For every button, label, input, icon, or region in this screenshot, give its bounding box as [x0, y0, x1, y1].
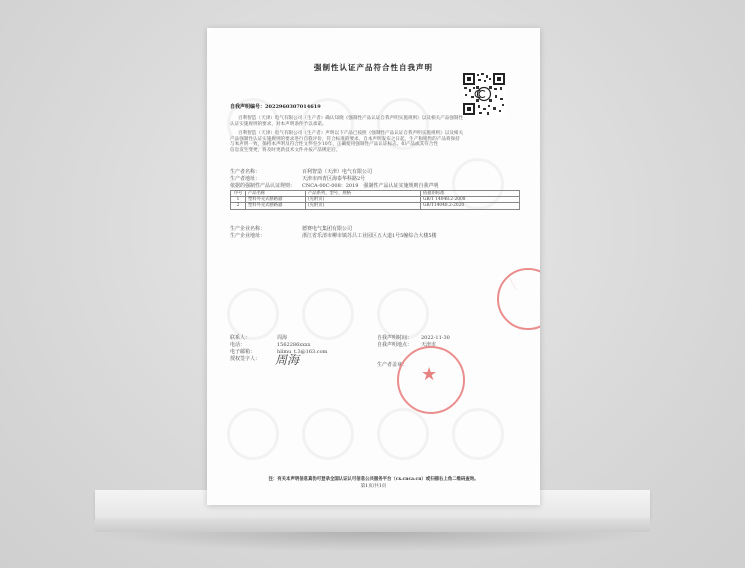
factory-name-label: 生产企业名称： [230, 226, 266, 232]
table-row [231, 203, 520, 209]
paragraph-line: 与本声明一致，保持本声明及符合性文件至少10年，正确使用强制性产品认证标志，如产品或其符合性 [230, 142, 438, 148]
watermark-logo-icon [302, 408, 354, 460]
display-shelf-front [95, 518, 650, 532]
table-cell: (见附页) [306, 203, 421, 209]
producer-address-label: 生产者地址： [230, 176, 261, 182]
table-header-cell: 序号 [231, 191, 246, 197]
watermark-logo-icon [377, 288, 429, 340]
watermark-logo-icon [227, 408, 279, 460]
table-cell: (见附页) [306, 197, 421, 203]
declaration-date: 2022-11-30 [421, 335, 450, 341]
paragraph-declaration-cont [230, 137, 520, 154]
shelf-shadow [90, 532, 655, 552]
producer-name: 百利智造（天津）电气有限公司 [302, 169, 373, 175]
company-seal-partial [497, 268, 540, 330]
declaration-number [230, 104, 321, 110]
table-cell: 塑料外壳式断路器 [246, 203, 306, 209]
declaration-number-label: 自我声明编号： [230, 104, 266, 110]
product-table [230, 190, 520, 210]
certification-rule: CNCA-00C-008：2019 强制性产品认证实施规则自我声明 [302, 183, 439, 189]
watermark-logo-icon [302, 288, 354, 340]
seal-decoration: ﹏﹏﹏ [507, 276, 519, 291]
phone-label: 电话： [230, 342, 246, 348]
declaration-place-label: 自我声明地点： [377, 342, 413, 348]
seal-star-icon: ★ [421, 364, 438, 385]
table-cell: GB/T 14048.2-2008 [421, 197, 520, 203]
declaration-document [207, 28, 540, 505]
declaration-number-value: 2022960307014619 [265, 104, 321, 110]
handwritten-signature: 周海 [275, 353, 300, 367]
declaration-place: 天津市 [421, 342, 437, 348]
footer-note: 注：有关本声明信息真伪可登录全国认证认可信息公共服务平台（cx.cnca.cn）或扫描右上角二维码查询。 [268, 477, 479, 482]
table-cell: GB/T14048.2-2020 [421, 203, 520, 209]
table-header-cell: 产品名称 [246, 191, 306, 197]
contact-label: 联系人： [230, 335, 251, 341]
watermark-logo-icon [377, 408, 429, 460]
email-label: 电子邮箱： [230, 349, 256, 355]
factory-address: 浙江省乐清市柳市镇苏吕工业园区五大道1号5幢综合大楼5楼 [302, 233, 437, 239]
declaration-date-label: 自我声明时间： [377, 335, 413, 341]
paragraph-line: 认证实施规则的要求，对本声明条件予以承诺。 [230, 121, 327, 127]
email-value: hlimu_t.3@163.com [277, 349, 328, 355]
table-header-cell: 依据的标准 [421, 191, 520, 197]
watermark-logo-icon [227, 288, 279, 340]
page-number: 第1页/共1页 [360, 484, 387, 489]
paragraph-line: 信息发生变更，将及时更新技术文件并按产品规定后。 [230, 147, 341, 153]
paragraph-awareness-cont [230, 122, 520, 128]
table-header-cell: 产品系列、型号、规格 [306, 191, 421, 197]
paragraph-line: 百利智造（天津）电气有限公司（生产者）声明以下产品已按照《强制性产品认证自我声明实施规则》以及相关 [238, 131, 464, 136]
authorized-signatory-label: 授权签字人： [230, 356, 261, 362]
producer-address: 天津市西青区海泰华科路2号 [302, 176, 366, 182]
document-title: 强制性认证产品符合性自我声明 [314, 63, 433, 72]
qr-code-icon[interactable] [462, 72, 506, 116]
table-cell: 2 [231, 203, 246, 209]
factory-address-label: 生产企业地址： [230, 233, 266, 239]
paragraph-line: 产品强制性认证实施规则的要求进行自我评价，符合标准的要求。自本声明发布之日起，生产和销售的产品将保持 [230, 136, 460, 142]
table-cell: 塑料外壳式断路器 [246, 197, 306, 203]
phone-value: 1562286xxxx [277, 342, 311, 348]
producer-stamp-label: 生产者盖章： [377, 362, 408, 368]
watermark-logo-icon [452, 408, 504, 460]
paragraph-line: 百利智造（天津）电气有限公司（生产者）确认知晓《强制性产品认证自我声明实施规则》以及相关产品强制性 [238, 116, 464, 121]
table-cell: 1 [231, 197, 246, 203]
certification-rule-label: 依据的强制性产品认证规则： [230, 183, 296, 189]
contact-name: 周海 [277, 335, 288, 341]
producer-name-label: 生产者名称： [230, 169, 261, 175]
factory-name: 德赛电气集团有限公司 [302, 226, 353, 232]
